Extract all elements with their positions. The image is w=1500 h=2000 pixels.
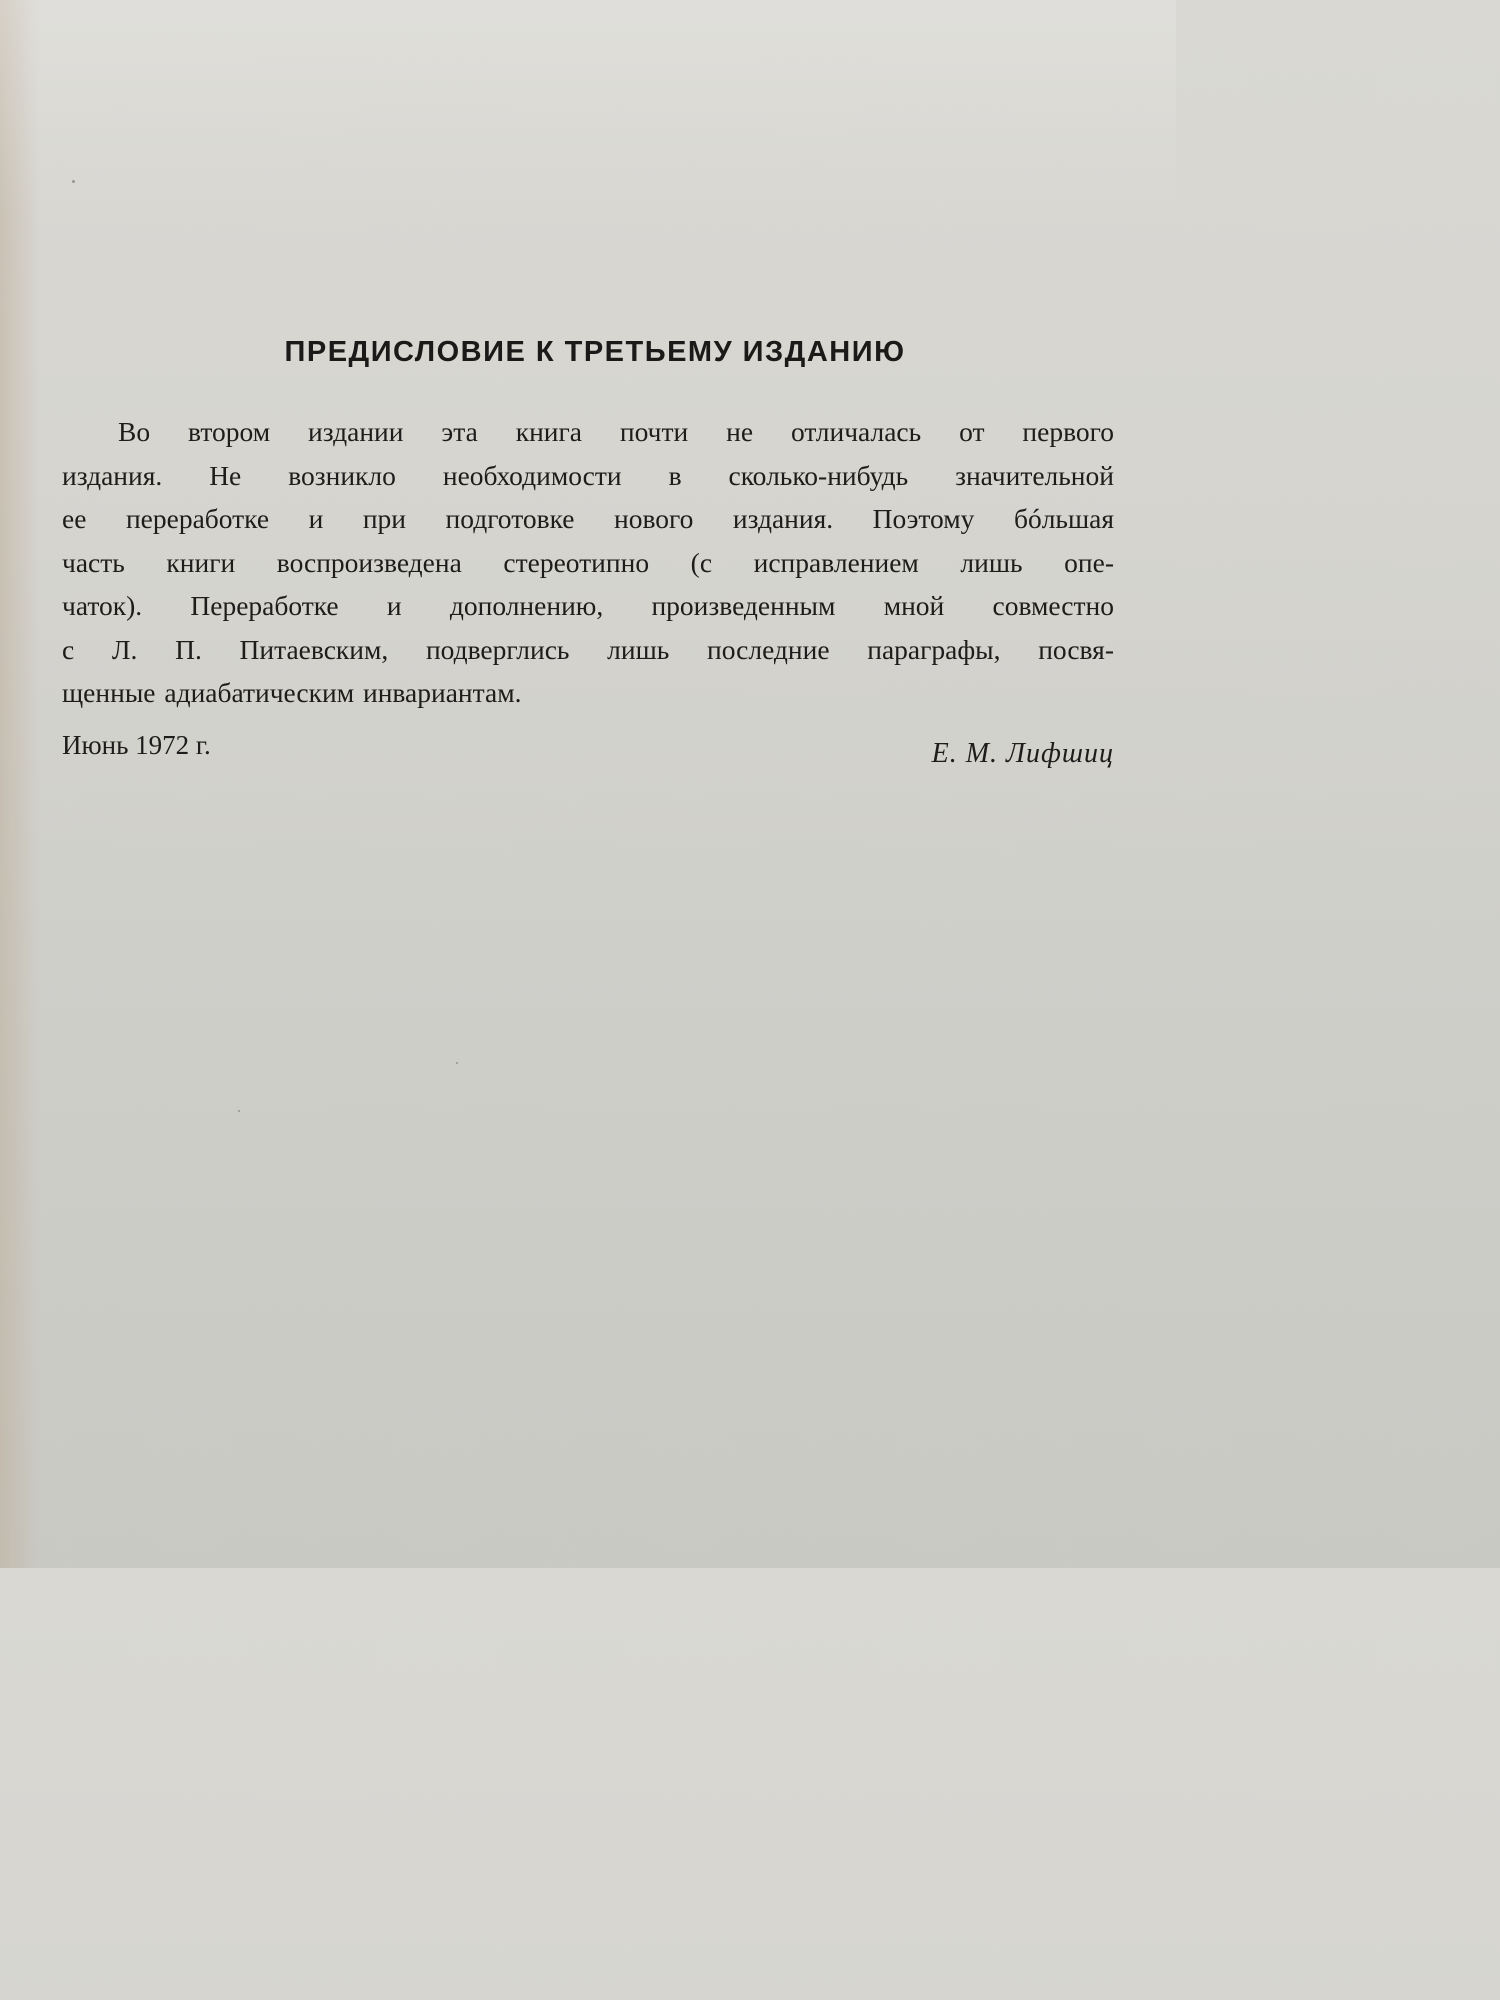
page-light-gradient [0, 0, 1176, 220]
preface-author: Е. М. Лифшиц [931, 738, 1114, 769]
paper-speck [238, 1110, 240, 1112]
paper-speck [456, 1062, 458, 1064]
page-edge-shadow [0, 0, 40, 1568]
preface-title: ПРЕДИСЛОВИЕ К ТРЕТЬЕМУ ИЗДАНИЮ [284, 336, 906, 368]
body-line: часть книги воспроизведена стереотипно (с исправлением лишь опе- [62, 546, 1114, 578]
body-line: Во втором издании эта книга почти не отличалась от первого [118, 416, 1114, 447]
body-line: чаток). Переработке и дополнению, произведенным мной совместно [62, 590, 1114, 621]
body-line: издания. Не возникло необходимости в сколько-нибудь значительной [62, 459, 1114, 491]
body-line: ее переработке и при подготовке нового издания. Поэтому бóльшая [62, 503, 1114, 534]
body-line: щенные адиабатическим инвариантам. [62, 677, 522, 708]
paper-speck [72, 180, 75, 183]
body-line: с Л. П. Питаевским, подверглись лишь последние параграфы, посвя- [62, 633, 1114, 665]
preface-body [62, 410, 1114, 715]
preface-date: Июнь 1972 г. [62, 730, 211, 760]
